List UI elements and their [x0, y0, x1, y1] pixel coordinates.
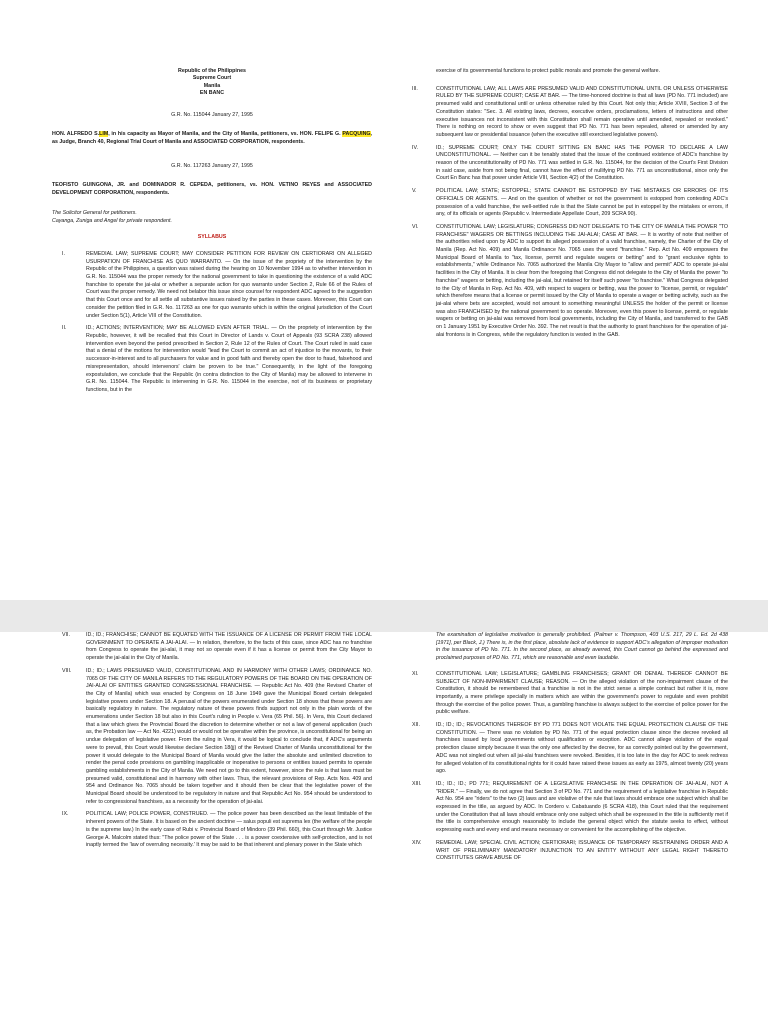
syllabus-item: [402, 840, 728, 863]
item-text: CONSTITUTIONAL LAW; ALL LAWS ARE PRESUMED VALID AND CONSTITUTIONAL UNTIL OR UNLESS OTHERWISE RULED BY THE SUPREME COURT; CASE AT BAR. — The time-honored doctrine is that all laws (PD No. 771 included) are presumed valid and constitutional until or unless otherwise ruled by this Court. Not only this; Article XVIII, Section 3 of the Constitution states: "Sec. 3. All existing laws, decrees, executive orders, proclamations, letters of instructions and other executive issuances not inconsistent with this Constitution shall remain operative until amended, repealed or revoked." There is nothing on record to show or even suggest that PD No. 771 has been repealed, altered or amended by any subsequent law or presidential issuance (when the executive still exercised legislative powers).: [436, 85, 728, 138]
right-column: [402, 632, 728, 868]
item-number: VII.: [62, 632, 70, 638]
item-text: ID.; ID.; FRANCHISE; CANNOT BE EQUATED WITH THE ISSUANCE OF A LICENSE OR PERMIT FROM THE LOCAL GOVERNMENT TO OPERATE A JAI-ALAI. — In relation, therefore, to the facts of this case, since ADC has no franchise from Congress to operate the jai-alai, it may not so operate even if it has a license or permit from the City Mayor to operate the jai-alai in the City of Manila.: [86, 632, 372, 662]
syllabus-item: [402, 86, 728, 140]
syllabus-item: [52, 668, 372, 807]
item-text: ID.; ID.; LAWS PRESUMED VALID, CONSTITUTIONAL AND IN HARMONY WITH OTHER LAWS; ORDINANCE NO. 7065 OF THE CITY OF MANILA REFERS TO THE REGULATORY POWERS OF THE BOARD ON THE OPERATION OF JAI-ALAI OF ENTITIES GRANTED CONGRESSIONAL FRANCHISE. — Republic Act No. 409 (the Revised Charter of the City of Manila) which was enacted by Congress on 18 June 1949 gave the Municipal Board certain delegated legislative powers under Section 18. A perusal of the powers enumerated under Section 18 shows that these powers are basically regulatory in nature. The regulatory nature of these powers finds support not only in the plain words of the enumerations under Section 18 but also in this Court's ruling in People v. Vera (65 Phil. 56). In Vera, this Court declared that a law which gives the Provincial Board the discretion to determine whether or not a law of general application (such as, the Probation law — Act No. 4221) would or would not be operative within the province, is unconstitutional for being an undue delegation of legislative power. From the ruling in Vera, it would be logical to conclude that, if ADC's arguments were to prevail, this Court would likewise declare Section 18(jj) of the Revised Charter of Manila unconstitutional for the power it would delegate to the Municipal Board of Manila would give the latter the absolute and unlimited discretion to render the penal code provisions on gambling inapplicable or inoperative to persons or entities issued permits to operate gambling establishments in the City of Manila. We need not go to this extent, however, since the rule is that laws must be presumed valid, constitutional and in harmony with other laws. Thus, the relevant provisions of Rep. Acts Nos. 409 and 954 and Ordinance No. 7065 should be taken together and it should then be clear that the legislative power of the Municipal Board should be understood to be regulatory in nature and that Republic Act No. 954 should be understood to refer to congressional franchises, as a necessity for the operation of jai-alai.: [86, 667, 372, 805]
item-text: ID.; ID.; ID.; REVOCATIONS THEREOF BY PD 771 DOES NOT VIOLATE THE EQUAL PROTECTION CLAUSE OF THE CONSTITUTION. — There was no violation by PD No. 771 of the equal protection clause since the decree revoked all franchises issued by local governments without qualification or exception. ADC cannot allege violation of the equal protection clause simply because it was the only one affected by the decree, for as correctly pointed out by the government, ADC was not singled out when all jai-alai franchises were revoked. Besides, it is too late in the day for ADC to seek redress for alleged violation of its constitutional rights for it could have raised these issues as early as 1975, almost twenty (20) years ago.: [436, 722, 728, 775]
left-column: [52, 632, 372, 855]
item-text: REMEDIAL LAW; SPECIAL CIVIL ACTION; CERTIORARI; ISSUANCE OF TEMPORARY RESTRAINING ORDER AND A WRIT OF PRELIMINARY MANDATORY INJUNCTION TO AN ENTITY WITHOUT ANY LEGAL RIGHT THERETO CONSTITUTES GRAVE ABUSE OF: [436, 839, 728, 862]
highlight-lim: LIM: [99, 131, 109, 138]
item-number: III.: [412, 85, 418, 92]
syllabus-item: [402, 671, 728, 717]
page-separator: [0, 600, 768, 632]
continued-text: exercise of its governmental functions to protect public morals and promote the general welfare.: [436, 68, 661, 74]
item-text: POLITICAL LAW; POLICE POWER, CONSTRUED. — The police power has been described as the least limitable of the inherent powers of the State. It is based on the ancient doctrine — salus populi est suprema lex (the welfare of the people is the supreme law.) In the early case of Rubi v. Provincial Board of Mindoro (39 Phil. 660), this Court through Mr. Justice George A. Malcolm stated thus: "The police power of the State . . . is a power coextensive with self-protection, and is not inaptly termed the 'law of overruling necessity.' It may be said to be that inherent and plenary power in the State which: [86, 811, 372, 849]
court-header: [52, 68, 372, 98]
header-division: EN BANC: [199, 90, 225, 97]
left-column: [52, 68, 372, 400]
case2-title: TEOFISTO GUINGONA, JR. and DOMINADOR R. CEPEDA, petitioners, vs. HON. VETINO REYES and ASSOCIATED DEVELOPMENT CORPORATION, respondents.: [52, 182, 372, 197]
item-number: VIII.: [62, 667, 72, 674]
item-number: XI.: [412, 670, 419, 677]
header-city: Manila: [203, 82, 221, 89]
item-number: I.: [62, 250, 65, 257]
item-text: REMEDIAL LAW; SUPREME COURT; MAY CONSIDER PETITION FOR REVIEW ON CERTIORARI ON ALLEGED USURPATION OF FRANCHISE AS QUO WARRANTO. — On the issue of the propriety of the intervention by the Republic of the Philippines, a question was raised during the hearing on 10 November 1994 as to whether intervention in G.R. No. 115044 was the proper remedy for the national government to take in questioning the existence of a valid ADC franchise to operate the jai-alai or whether a separate action for quo warranto under Section 2, Rule 66 of the Rules of Court was the proper remedy. We need not belabor this issue since counsel for respondent ADC agreed to the suggestion that this Court once and for all settle all substantive issues raised by the parties in these cases. Moreover, this Court can consider the petition filed in G.R. No. 117263 as one for quo warranto which is within the original jurisdiction of the Court under Section 5(1), Article VIII of the Constitution.: [86, 250, 372, 319]
case2-gr-number: G.R. No. 117263 January 27, 1995: [171, 162, 253, 169]
syllabus-item: [52, 325, 372, 394]
syllabus-heading: SYLLABUS: [197, 234, 227, 241]
syllabus-item: [402, 781, 728, 835]
item-number: XIII.: [412, 780, 422, 787]
item-text: CONSTITUTIONAL LAW; LEGISLATURE; CONGRESS DID NOT DELEGATE TO THE CITY OF MANILA THE POWER "TO FRANCHISE" WAGERS OR BETTINGS INCLUDING THE JAI-ALAI; CASE AT BAR. — It is worthy of note that neither of the authorities relied upon by ADC to support its alleged possession of a valid franchise, namely, the Charter of the City of Manila (Rep. Act No. 409) and Manila Ordinance No. 7065 uses the word "franchise." Rep. Act No. 409 empowers the Municipal Board of Manila to "tax, license, permit and regulate wagers or betting" and to "grant exclusive rights to establishments," while Ordinance No. 7065 authorized the Manila City Mayor to "allow and permit" ADC to operate jai-alai facilities in the City of Manila. It is clear from the foregoing that Congress did not delegate to the City of Manila the power "to franchise" wagers or betting, including the jai-alai, but retained for itself such power "to franchise." What Congress delegated to the City of Manila in Rep. Act No. 409, with respect to wagers or betting, was the power to "license, permit, or regulate" which therefore means that a license or permit issued by the City of Manila to operate a wager or betting activity, such as the jai-alai where bets are accepted, would not amount to something meaningful UNLESS the holder of the permit or license was also FRANCHISED by the national government to so operate. Moreover, even this power to license, permit, or regulate wagers or betting on jai-alai was removed from local governments, including the City of Manila, and transferred to the GAB on 1 January 1951 by Executive Order No. 392. The net result is that the authority to grant franchises for the operation of jai-alai frontons is in Congress, while the regulatory function is vested in the GAB.: [436, 223, 728, 338]
item-text: ID.; ACTIONS; INTERVENTION; MAY BE ALLOWED EVEN AFTER TRIAL. — On the propriety of intervention by the Republic, however, it will be recalled that this Court in Director of Lands v. Court of Appeals (93 SCRA 238) allowed intervention even beyond the period prescribed in Section 2, Rule 12 of the Rules of Court. The Court ruled in said case that a denial of the motions for intervention would "lead the Court to commit an act of injustice to the movants, to their successor-in-interest and to all purchasers for value and in good faith and thereby open the door to fraud, falsehood and misrepresentation, should intervenors' claim be proven to be true." Consequently, in the light of the foregoing expostulation, we conclude that the Republic (in contra distinction to the City of Manila) may be allowed to intervene in G.R. No. 115044. The Republic is intervening in G.R. No. 115044 in the exercise, not of its business or proprietary functions, but in the: [86, 325, 372, 393]
item-number: V.: [412, 188, 417, 195]
page-2: [0, 632, 768, 1024]
syllabus-item: [52, 251, 372, 320]
item-number: IX.: [62, 811, 69, 818]
item-number: IV.: [412, 144, 418, 151]
syllabus-left-items: [52, 251, 372, 395]
syllabus-item: [402, 145, 728, 184]
counsel-respondent: Cayanga, Zuniga and Angel for private respondent.: [52, 217, 172, 224]
header-republic: Republic of the Philippines: [178, 68, 246, 74]
right-column: [402, 68, 728, 345]
syllabus-item: [402, 224, 728, 340]
counsel-petitioners: The Solicitor General for petitioners.: [52, 209, 137, 216]
case1-gr-number: G.R. No. 115044 January 27, 1995: [171, 111, 253, 118]
syllabus-item: [402, 188, 728, 219]
continued-text: The examination of legislative motivation is generally prohibited. (Palmer v. Thompson, 403 U.S. 217, 29 L. Ed. 2d 438 [1971], per Black, J.) There is, in the first place, absolute lack of evidence to support ADC's allegation of improper motivation in the issuance of PD No. 771. In the second place, as already averred, this Court cannot go behind the expressed and proclaimed purposes of PD No. 771, which are reasonable and even laudable.: [436, 632, 728, 662]
syllabus-item: [52, 811, 372, 850]
item-text: POLITICAL LAW; STATE; ESTOPPEL; STATE CANNOT BE ESTOPPED BY THE MISTAKES OR ERRORS OF ITS OFFICIALS OR AGENTS. — And on the question of whether or not the government is estopped from contesting ADC's possession of a valid franchise, the well-settled rule is that the State cannot be put in estoppel by the mistakes or errors, if any, of its officials or agents (Republic v. Intermediate Appellate Court, 209 SCRA 90).: [436, 188, 728, 218]
highlight-pacquing: PACQUING: [342, 131, 371, 138]
item-number: XIV.: [412, 839, 422, 846]
case1-title: HON. ALFREDO S.LIM, in his capacity as Mayor of Manila, and the City of Manila, petitioners, vs. HON. FELIPE G. PACQUING, as Judge, Branch 40, Regional Trial Court of Manila and ASSOCIATED CORPORATION, respondents.: [52, 131, 373, 146]
item-text: CONSTITUTIONAL LAW; LEGISLATURE; GAMBLING FRANCHISES; GRANT OR DENIAL THEREOF CANNOT BE SUBJECT OF NON-IMPAIRMENT CLAUSE; REASON. — On the alleged violation of the non-impairment clause of the Constitution, it should be remembered that a franchise is not in the strict sense a simple contract but rather it is, more importantly, a mere privilege specially in matters which are within the government's power to regulate and even prohibit through the exercise of the police power. Thus, a gambling franchise is always subject to the exercise of police power for the public welfare.: [436, 670, 728, 716]
item-number: II.: [62, 325, 67, 332]
item-text: ID.; SUPREME COURT; ONLY THE COURT SITTING EN BANC HAS THE POWER TO DECLARE A LAW UNCONSTITUTIONAL. — Neither can it be tenably stated that the issue of the continued existence of ADC's franchise by reason of the unconstitutionality of PD No. 771 was settled in G.R. No. 115044, for the decision of the Court's First Division in said case, aside from not being final, cannot have the effect of nullifying PD No. 771 as unconstitutional, since only the Court En Banc has that power under Article VIII, Section 4(2) of the Constitution.: [436, 144, 728, 182]
item-number: XII.: [412, 722, 420, 729]
syllabus-item: [52, 632, 372, 663]
header-court: Supreme Court: [192, 75, 232, 82]
item-text: ID.; ID.; ID.; PD 771; REQUIREMENT OF A LEGISLATIVE FRANCHISE IN THE OPERATION OF JAI-ALAI, NOT A "RIDER." — Finally, we do not agree that Section 3 of PD No. 771 and the requirement of a legislative franchise in Republic Act No. 954 are "riders" to the two (2) laws and are violative of the rule that laws should embrace one subject which shall be expressed in the title, as argued by ADC. In Cordero v. Cabatuando (6 SCRA 418), this Court ruled that the requirement under the Constitution that all laws should embrace only one subject which shall be expressed in the title is sufficiently met if the title is comprehensive enough reasonably to include the general object which the statute seeks to effect, without expressing each and every end and means necessary or convenient for the accomplishing of the objective.: [436, 780, 728, 834]
item-number: VI.: [412, 223, 419, 230]
syllabus-item: [402, 722, 728, 776]
